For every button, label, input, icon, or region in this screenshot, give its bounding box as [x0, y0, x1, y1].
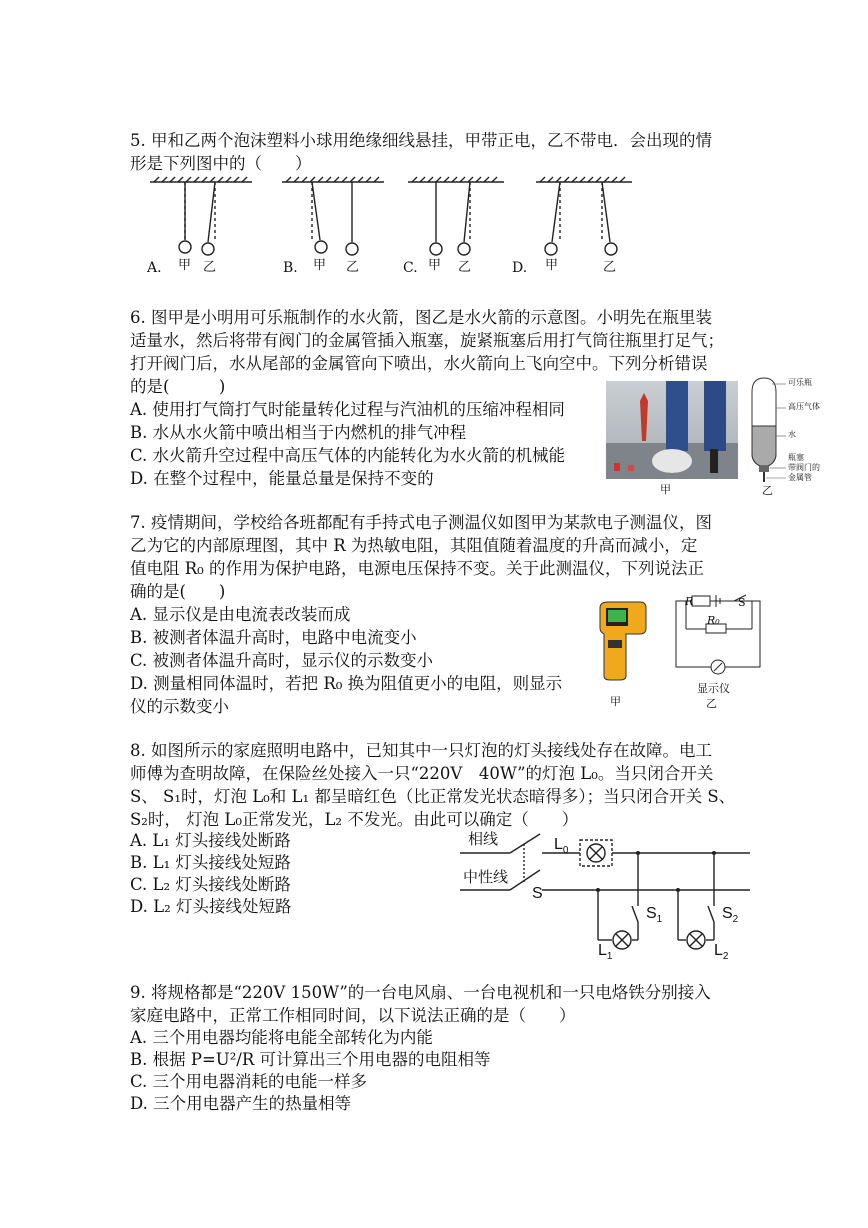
option-label-b: B.: [283, 260, 298, 276]
option-label-a: A.: [147, 260, 162, 276]
ball: [202, 243, 214, 255]
q5-line1: 5. 甲和乙两个泡沫塑料小球用绝缘细线悬挂，甲带正电，乙不带电．会出现的情: [130, 131, 712, 150]
q6-line2: 适量水，然后将带有阀门的金属管插入瓶塞，旋紧瓶塞后用打气筒往瓶里打足气；: [130, 331, 724, 350]
label-bottle: 可乐瓶: [788, 378, 812, 387]
option-label-c: C.: [403, 260, 418, 276]
q7-option-b: B. 被测者体温升高时，电路中电流变小: [130, 628, 417, 647]
q7-line3: 值电阻 R₀ 的作用为保护电路，电源电压保持不变。关于此测温仪，下列说法正: [130, 559, 705, 578]
q6-fig-jia: 甲: [660, 483, 671, 496]
q8-option-a: A. L₁ 灯头接线处断路: [130, 831, 291, 850]
label-jia: 甲: [313, 258, 327, 273]
label-metal-tube: 金属管: [788, 473, 812, 482]
q7-option-d-line2: 仪的示数变小: [130, 697, 229, 716]
q8-line3: S、 S₁时，灯泡 L₀和 L₁ 都呈暗红色（比正常发光状态暗得多）；当只闭合开关 S、: [130, 787, 736, 806]
ball: [346, 243, 358, 255]
q8-label-L0: $L_0$: [554, 836, 569, 857]
ball: [430, 243, 442, 255]
q9-line2: 家庭电路中，正常工作相同时间，以下说法正确的是（ ）: [130, 1006, 576, 1025]
label-valve: 带阀门的: [788, 463, 820, 472]
q7-fig-yi: 乙: [706, 697, 717, 710]
q7-line4: 确的是( ): [130, 582, 226, 601]
q6-option-b: B. 水从水火箭中喷出相当于内燃机的排气冲程: [130, 423, 467, 442]
thermometer-gun-icon: [596, 600, 650, 682]
q6-line1: 6. 图甲是小明用可乐瓶制作的水火箭，图乙是水火箭的示意图。小明先在瓶里装: [130, 308, 712, 327]
label-stopper: 瓶塞: [788, 453, 804, 462]
q8-label-S: S: [532, 885, 543, 902]
q7-line1: 7. 疫情期间，学校给各班都配有手持式电子测温仪如图甲为某款电子测温仪，图: [130, 513, 712, 532]
q7-fig-jia: 甲: [610, 695, 621, 708]
q6-option-c: C. 水火箭升空过程中高压气体的内能转化为水火箭的机械能: [130, 446, 566, 465]
q5-line2: 形是下列图中的（ ）: [130, 154, 312, 173]
label-jia: 甲: [428, 258, 442, 273]
label-jia: 甲: [545, 258, 559, 273]
q8-label-L1: $L_1$: [598, 942, 613, 963]
q8-line1: 8. 如图所示的家庭照明电路中，已知其中一只灯泡的灯头接线处存在故障。电工: [130, 741, 712, 760]
q8-label-live-wire: 相线: [468, 830, 499, 848]
label-high-pressure-gas: 高压气体: [788, 402, 820, 411]
label-yi: 乙: [458, 260, 472, 275]
label-yi: 乙: [203, 260, 217, 275]
q8-line2: 师傅为查明故障，在保险丝处接入一只“220V 40W”的灯泡 L₀。当只闭合开关: [130, 764, 714, 783]
label-water: 水: [788, 430, 796, 439]
q7-line2: 乙为它的内部原理图，其中 R 为热敏电阻，其阻值随着温度的升高而减小，定: [130, 536, 698, 555]
q9-line1: 9. 将规格都是“220V 150W”的一台电风扇、一台电视机和一只电烙铁分别接入: [130, 983, 711, 1002]
q8-option-b: B. L₁ 灯头接线处短路: [130, 853, 291, 872]
q9-option-d: D. 三个用电器产生的热量相等: [130, 1094, 352, 1113]
ball: [179, 241, 191, 253]
q6-option-a: A. 使用打气筒打气时能量转化过程与汽油机的压缩冲程相同: [130, 400, 565, 419]
option-label-d: D.: [512, 260, 528, 276]
q8-line4: S₂时， 灯泡 L₀正常发光，L₂ 不发光。由此可以确定（ ）: [130, 810, 579, 829]
q9-option-b: B. 根据 P=U²/R 可计算出三个用电器的电阻相等: [130, 1050, 491, 1069]
q9-option-c: C. 三个用电器消耗的电能一样多: [130, 1072, 368, 1091]
label-yi: 乙: [603, 260, 617, 275]
q7-option-a: A. 显示仪是由电流表改装而成: [130, 605, 351, 624]
q7-option-d-line1: D. 测量相同体温时，若把 R₀ 换为阻值更小的电阻，则显示: [130, 674, 563, 693]
q8-label-neutral-wire: 中性线: [463, 868, 509, 886]
label-yi: 乙: [346, 260, 360, 275]
q9-option-a: A. 三个用电器均能将电能全部转化为内能: [130, 1028, 433, 1047]
q7-label-R: R: [685, 595, 694, 608]
q6-line3: 打开阀门后，水从尾部的金属管向下喷出，水火箭向上飞向空中。下列分析错误: [130, 354, 708, 373]
ball: [545, 243, 557, 255]
q6-option-d: D. 在整个过程中，能量总量是保持不变的: [130, 469, 434, 488]
q6-fig-yi: 乙: [762, 484, 773, 497]
q7-label-R0: R₀: [707, 614, 720, 627]
ball: [605, 243, 617, 255]
q8-label-S1: $S_1$: [646, 905, 663, 926]
ball: [458, 243, 470, 255]
q8-label-S2: $S_2$: [722, 905, 739, 926]
q6-line4: 的是( ): [130, 377, 226, 396]
ball: [315, 241, 327, 253]
q7-label-S: S: [738, 596, 746, 609]
q8-option-c: C. L₂ 灯头接线处断路: [130, 875, 291, 894]
water-rocket-photo: [606, 381, 738, 479]
q7-option-c: C. 被测者体温升高时，显示仪的示数变小: [130, 651, 434, 670]
q8-option-d: D. L₂ 灯头接线处短路: [130, 897, 292, 916]
q8-label-L2: $L_2$: [714, 942, 729, 963]
q7-label-display: 显示仪: [697, 682, 730, 695]
label-jia: 甲: [178, 258, 192, 273]
